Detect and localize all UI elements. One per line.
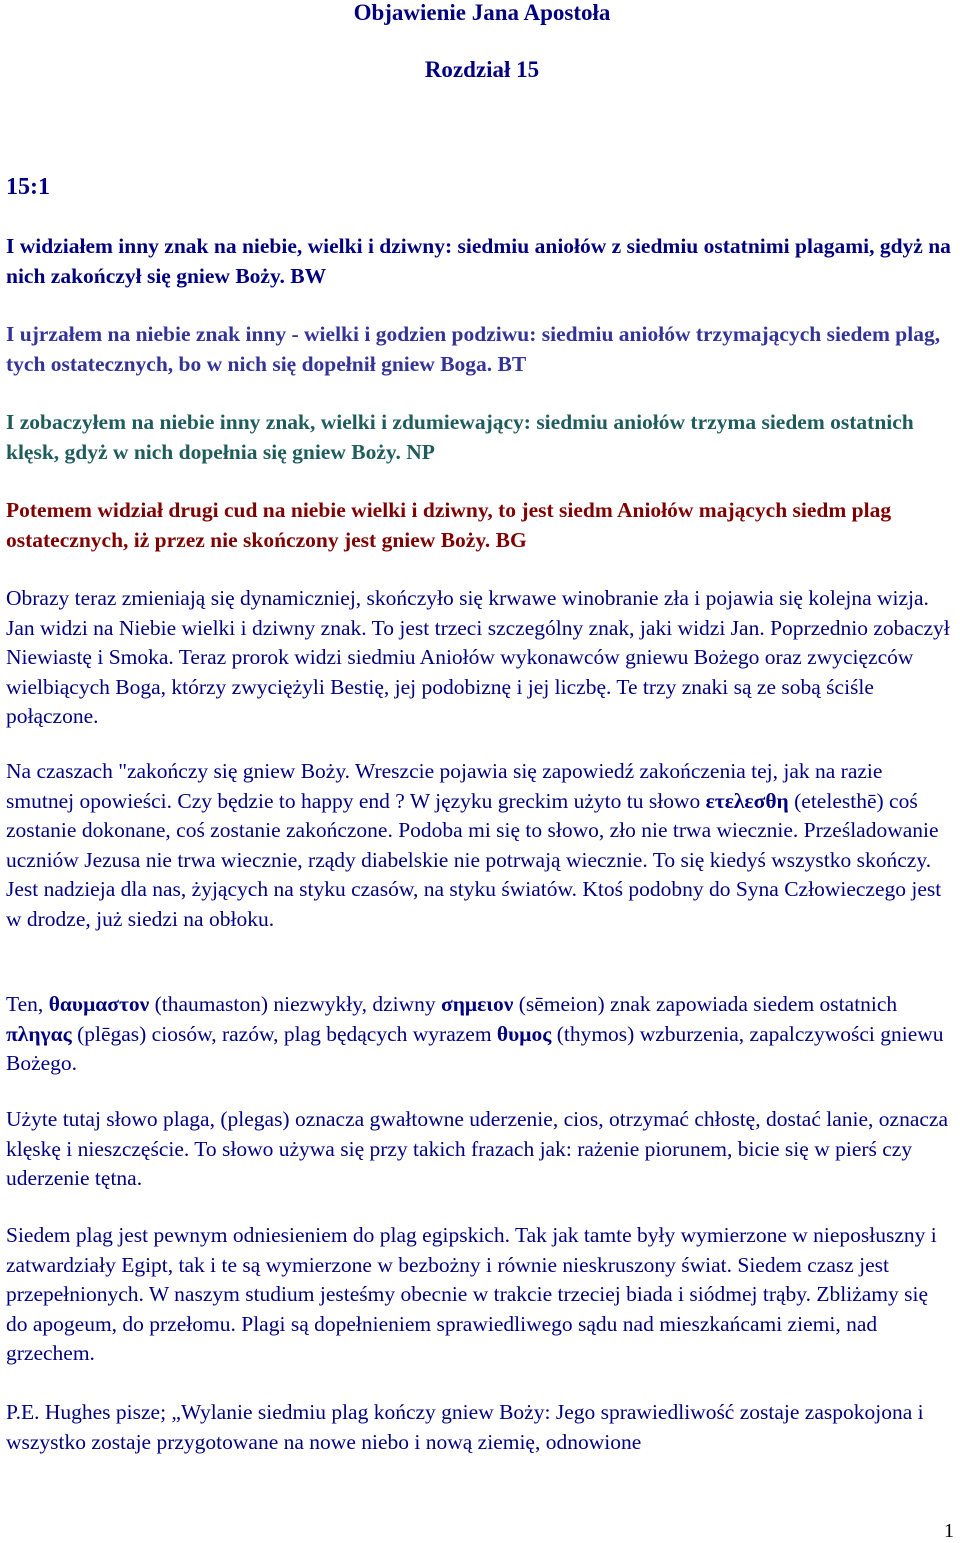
commentary-paragraph-4: Użyte tutaj słowo plaga, (plegas) oznacza gwałtowne uderzenie, cios, otrzymać chłostę, dostać lanie, oznacza klęskę i nieszczęście. To słowo używa się przy takich frazach jak: rażenie piorunem, bicie się w pierś czy uderzenie tętna.: [6, 1107, 949, 1190]
text-run: Na czaszach "zakończy się gniew Boży. Wreszcie pojawia się zapowiedź zakończenia tej, jak na razie smutnej opowieści. Czy będzie to happy end ? W języku greckim użyto tu słowo: [6, 759, 883, 813]
commentary-paragraph-6: P.E. Hughes pisze; „Wylanie siedmiu plag kończy gniew Boży: Jego sprawiedliwość zostaje zaspokojona i wszystko zostaje przygotowane na nowe niebo i nową ziemię, odnowione: [6, 1400, 924, 1454]
translation-text: I zobaczyłem na niebie inny znak, wielki i zdumiewający: siedmiu aniołów trzyma siedem ostatnich klęsk, gdyż w nich dopełnia się gniew Boży.: [6, 410, 914, 464]
text-run: (thaumaston) niezwykły, dziwny: [149, 992, 441, 1016]
greek-word: ετελεσθη: [705, 788, 789, 813]
translation-text: I widziałem inny znak na niebie, wielki i dziwny: siedmiu aniołów z siedmiu ostatnimi plagami, gdyż na nich zakończył się gniew Boży.: [6, 234, 951, 288]
chapter-title: Rozdział 15: [424, 57, 540, 82]
translation-np: [6, 408, 954, 467]
greek-word: σημειον: [441, 992, 514, 1016]
translation-abbr: NP: [406, 439, 435, 464]
book-title: Objawienie Jana Apostoła: [353, 0, 611, 25]
text-run: Ten,: [6, 992, 49, 1016]
verse-number: 15:1: [6, 174, 50, 200]
greek-word: θαυμαστον: [48, 992, 150, 1016]
commentary-paragraph-2: [6, 757, 954, 934]
greek-word: θυμος: [496, 1021, 552, 1046]
translation-abbr: BW: [290, 263, 327, 288]
commentary-paragraph-5: Siedem plag jest pewnym odniesieniem do plag egipskich. Tak jak tamte były wymierzone w nieposłuszny i zatwardziały Egipt, tak i te są wymierzone w bezbożny i równie nieskruszony świat. Siedem czasz jest przepełnionych. W naszym studium jesteśmy obecnie w trakcie trzeciej biada i siódmej trąby. Zbliżamy się do apogeum, do przełomu. Plagi są dopełnieniem sprawiedliwego sądu nad mieszkańcami ziemi, nad grzechem.: [6, 1223, 937, 1365]
translation-text: Potemem widział drugi cud na niebie wielki i dziwny, to jest siedm Aniołów mających siedm plag ostatecznych, iż przez nie skończony jest gniew Boży.: [6, 498, 892, 552]
text-run: (plēgas) ciosów, razów, plag będących wyrazem: [71, 1021, 497, 1046]
translation-text: I ujrzałem na niebie znak inny - wielki i godzien podziwu: siedmiu aniołów trzymających siedem plag, tych ostatecznych, bo w nich się dopełnił gniew Boga.: [6, 322, 941, 376]
translation-abbr: BG: [495, 527, 527, 552]
translation-abbr: BT: [497, 351, 527, 376]
translation-bg: [6, 496, 954, 555]
commentary-paragraph-3: [6, 990, 954, 1079]
text-run: (etelesthē) coś zostanie dokonane, coś zostanie zakończone. Podoba mi się to słowo, zło nie trwa wiecznie. Prześladowanie uczniów Jezusa nie trwa wiecznie, rządy diabelskie nie potrwają wiecznie. To się kiedyś wszystko skończy. Jest nadzieja dla nas, żyjących na styku czasów, na styku światów. Ktoś podobny do Syna Człowieczego jest w drodze, już siedzi na obłoku.: [6, 788, 942, 931]
translation-bw: [6, 232, 954, 291]
text-run: (thymos) wzburzenia, zapalczywości gniewu Bożego.: [6, 1021, 944, 1075]
commentary-paragraph-1: Obrazy teraz zmieniają się dynamiczniej, skończyło się krwawe winobranie zła i pojawia się kolejna wizja. Jan widzi na Niebie wielki i dziwny znak. To jest trzeci szczególny znak, jaki widzi Jan. Poprzednio zobaczył Niewiastę i Smoka. Teraz prorok widzi siedmiu Aniołów wykonawców gniewu Bożego oraz zwycięzców wielbiących Boga, którzy zwyciężyli Bestię, jej podobiznę i jej liczbę. Te trzy znaki są ze sobą ściśle połączone.: [6, 586, 950, 728]
text-run: (sēmeion) znak zapowiada siedem ostatnich: [513, 992, 898, 1016]
translation-bt: [6, 320, 954, 379]
greek-word: πληγας: [6, 1021, 72, 1046]
page-number: 1: [944, 1520, 954, 1542]
